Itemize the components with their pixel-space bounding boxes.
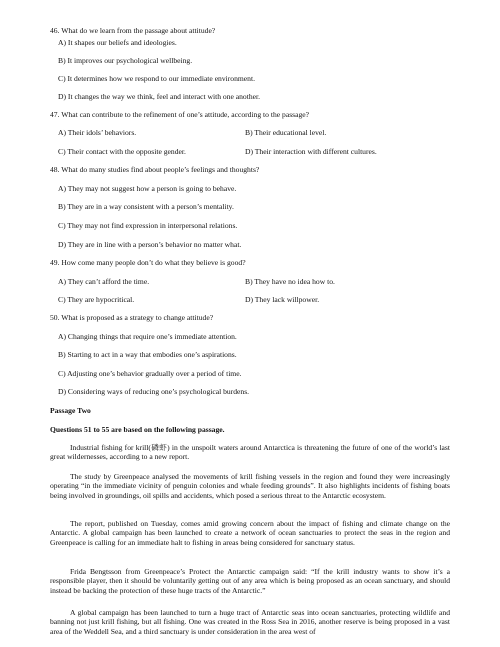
question-47-stem: 47. What can contribute to the refinement of one’s attitude, according to the passage? <box>50 110 310 119</box>
question-50-option-a: A) Changing things that require one’s immediate attention. <box>58 332 237 341</box>
question-48-stem: 48. What do many studies find about people’s feelings and thoughts? <box>50 165 260 174</box>
question-50-option-d: D) Considering ways of reducing one’s psychological burdens. <box>58 387 250 396</box>
question-47-option-d: D) Their interaction with different cultures. <box>245 147 377 156</box>
question-46-option-b: B) It improves our psychological wellbeing. <box>58 56 193 65</box>
question-47-option-b: B) Their educational level. <box>245 128 327 137</box>
question-49-option-c: C) They are hypocritical. <box>58 295 135 304</box>
question-49-option-a: A) They can’t afford the time. <box>58 277 150 286</box>
question-48-option-a: A) They may not suggest how a person is going to behave. <box>58 184 237 193</box>
question-48-option-b: B) They are in a way consistent with a person’s mentality. <box>58 202 234 211</box>
question-49-option-b: B) They have no idea how to. <box>245 277 335 286</box>
question-49-option-d: D) They lack willpower. <box>245 295 320 304</box>
passage-paragraph-3: The report, published on Tuesday, comes amid growing concern about the impact of fishing and climate change on the Antarctic. A global campaign has been launched to create a network of ocean sanctuaries to protect the seas in the region and Greenpeace is calling for an immediate halt to fishing in areas being considered for sanctuary status. <box>50 519 450 547</box>
passage-paragraph-4: Frida Bengtsson from Greenpeace’s Protect the Antarctic campaign said: “If the krill industry wants to show it’s a responsible player, then it should be voluntarily getting out of any area which is being proposed as an ocean sanctuary, and should instead be backing the protection of these huge tracts of the Antarctic.” <box>50 567 450 595</box>
question-50-option-b: B) Starting to act in a way that embodies one’s aspirations. <box>58 350 237 359</box>
question-46-option-d: D) It changes the way we think, feel and interact with one another. <box>58 92 261 101</box>
passage-paragraph-1: Industrial fishing for krill(磷虾) in the unspoilt waters around Antarctica is threatening the future of one of the world’s last great wildernesses, according to a new report. <box>50 443 450 462</box>
question-50-stem: 50. What is proposed as a strategy to change attitude? <box>50 313 214 322</box>
question-46-option-c: C) It determines how we respond to our immediate environment. <box>58 74 255 83</box>
passage-instruction: Questions 51 to 55 are based on the following passage. <box>50 425 225 434</box>
question-47-option-c: C) Their contact with the opposite gender. <box>58 147 186 156</box>
question-46-option-a: A) It shapes our beliefs and ideologies. <box>58 38 177 47</box>
passage-paragraph-5: A global campaign has been launched to turn a huge tract of Antarctic seas into ocean sanctuaries, protecting wildlife and banning not just krill fishing, but all fishing. One was created in the Ross Sea in 2016, another reserve is being proposed in a vast area of the Weddell Sea, and a third sanctuary is under consideration in the area west of <box>50 608 450 636</box>
question-49-stem: 49. How come many people don’t do what they believe is good? <box>50 258 246 267</box>
question-50-option-c: C) Adjusting one’s behavior gradually over a period of time. <box>58 369 242 378</box>
passage-heading: Passage Two <box>50 406 91 415</box>
question-48-option-c: C) They may not find expression in interpersonal relations. <box>58 221 238 230</box>
question-48-option-d: D) They are in line with a person’s behavior no matter what. <box>58 240 242 249</box>
passage-paragraph-2: The study by Greenpeace analysed the movements of krill fishing vessels in the region and found they were increasingly operating “in the immediate vicinity of penguin colonies and whale feeding grounds”. It also highlights incidents of fishing boats being involved in groundings, oil spills and accidents, which posed a serious threat to the Antarctic ecosystem. <box>50 472 450 500</box>
question-46-stem: 46. What do we learn from the passage about attitude? <box>50 26 216 35</box>
question-47-option-a: A) Their idols’ behaviors. <box>58 128 137 137</box>
